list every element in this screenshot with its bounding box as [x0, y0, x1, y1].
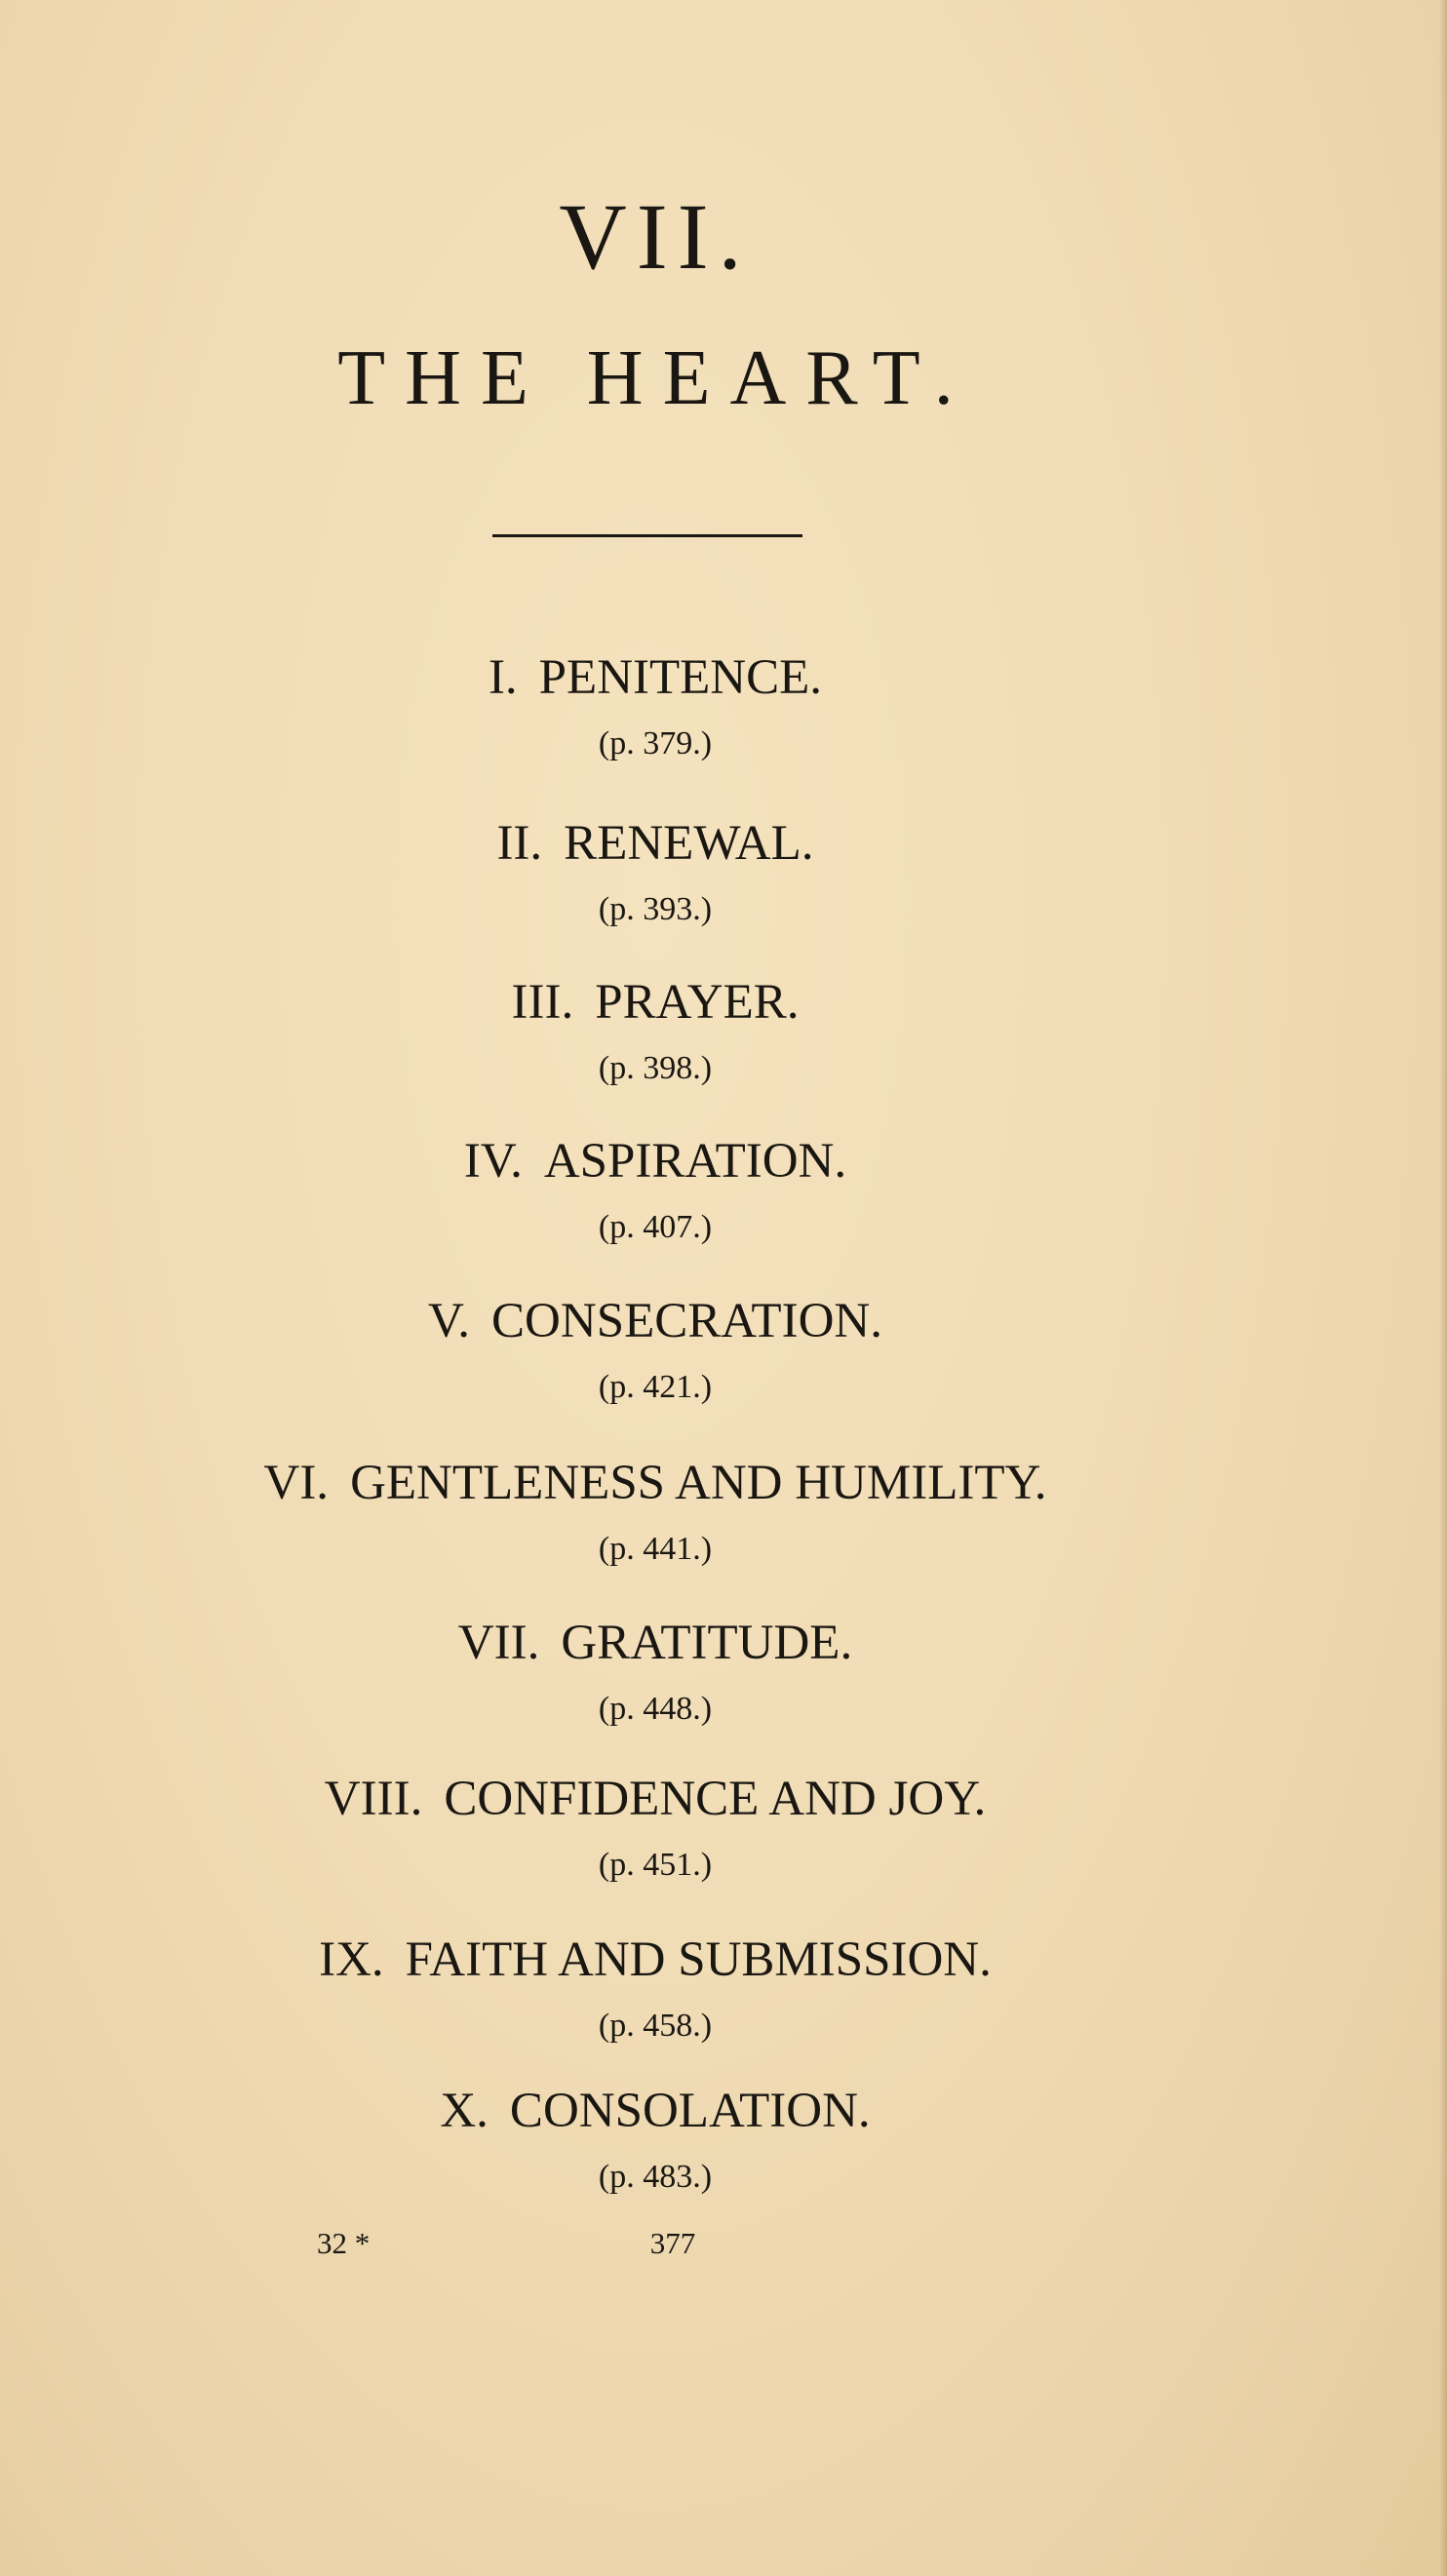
- section-page-ref: (p. 393.): [598, 891, 713, 927]
- section-numeral: IX.: [319, 1932, 384, 1987]
- chapter-number: VII.: [559, 184, 752, 289]
- section-entry: [0, 1772, 1310, 1883]
- title-divider: [492, 534, 802, 537]
- section-numeral: VIII.: [324, 1772, 423, 1826]
- section-heading: [0, 1456, 1310, 1510]
- section-entry: [0, 1294, 1310, 1405]
- section-numeral: X.: [440, 2084, 489, 2138]
- page-edge-shadow: [1439, 0, 1447, 2576]
- section-title: CONSOLATION.: [509, 2084, 871, 2138]
- section-entry: [0, 816, 1310, 927]
- section-heading: [0, 1772, 1310, 1826]
- section-heading: [0, 1134, 1310, 1189]
- section-title: CONFIDENCE AND JOY.: [444, 1772, 987, 1826]
- section-numeral: IV.: [463, 1134, 523, 1189]
- section-numeral: III.: [511, 975, 574, 1030]
- section-title: CONSECRATION.: [491, 1294, 882, 1348]
- section-numeral: VII.: [457, 1616, 540, 1670]
- section-title: PRAYER.: [595, 975, 800, 1030]
- section-entry: [0, 1932, 1310, 2044]
- section-heading: [0, 1932, 1310, 1987]
- section-heading: [0, 1294, 1310, 1348]
- section-numeral: I.: [488, 650, 518, 705]
- section-title: FAITH AND SUBMISSION.: [405, 1932, 992, 1987]
- section-title: PENITENCE.: [538, 650, 823, 705]
- section-numeral: V.: [428, 1294, 471, 1348]
- section-page-ref: (p. 448.): [598, 1691, 713, 1727]
- section-numeral: VI.: [263, 1456, 330, 1510]
- signature-mark: 32 *: [317, 2226, 371, 2260]
- section-title: RENEWAL.: [564, 816, 814, 871]
- section-heading: [0, 650, 1310, 705]
- page-number: 377: [649, 2226, 696, 2260]
- section-title: GRATITUDE.: [561, 1616, 853, 1670]
- section-heading: [0, 975, 1310, 1030]
- section-page-ref: (p. 483.): [598, 2159, 713, 2195]
- section-page-ref: (p. 398.): [598, 1050, 713, 1086]
- chapter-title: THE HEART.: [337, 335, 973, 421]
- section-page-ref: (p. 379.): [598, 725, 713, 761]
- section-heading: [0, 1616, 1310, 1670]
- section-page-ref: (p. 407.): [598, 1209, 713, 1245]
- section-entry: [0, 650, 1310, 761]
- section-title: GENTLENESS AND HUMILITY.: [350, 1456, 1047, 1510]
- section-page-ref: (p. 441.): [598, 1531, 713, 1567]
- section-page-ref: (p. 458.): [598, 2008, 713, 2044]
- section-heading: [0, 816, 1310, 871]
- section-entry: [0, 2084, 1310, 2195]
- section-heading: [0, 2084, 1310, 2138]
- section-numeral: II.: [496, 816, 543, 871]
- section-title: ASPIRATION.: [543, 1134, 847, 1189]
- section-page-ref: (p. 451.): [598, 1847, 713, 1883]
- section-entry: [0, 975, 1310, 1086]
- section-entry: [0, 1616, 1310, 1727]
- section-entry: [0, 1134, 1310, 1245]
- section-page-ref: (p. 421.): [598, 1369, 713, 1405]
- section-entry: [0, 1456, 1310, 1567]
